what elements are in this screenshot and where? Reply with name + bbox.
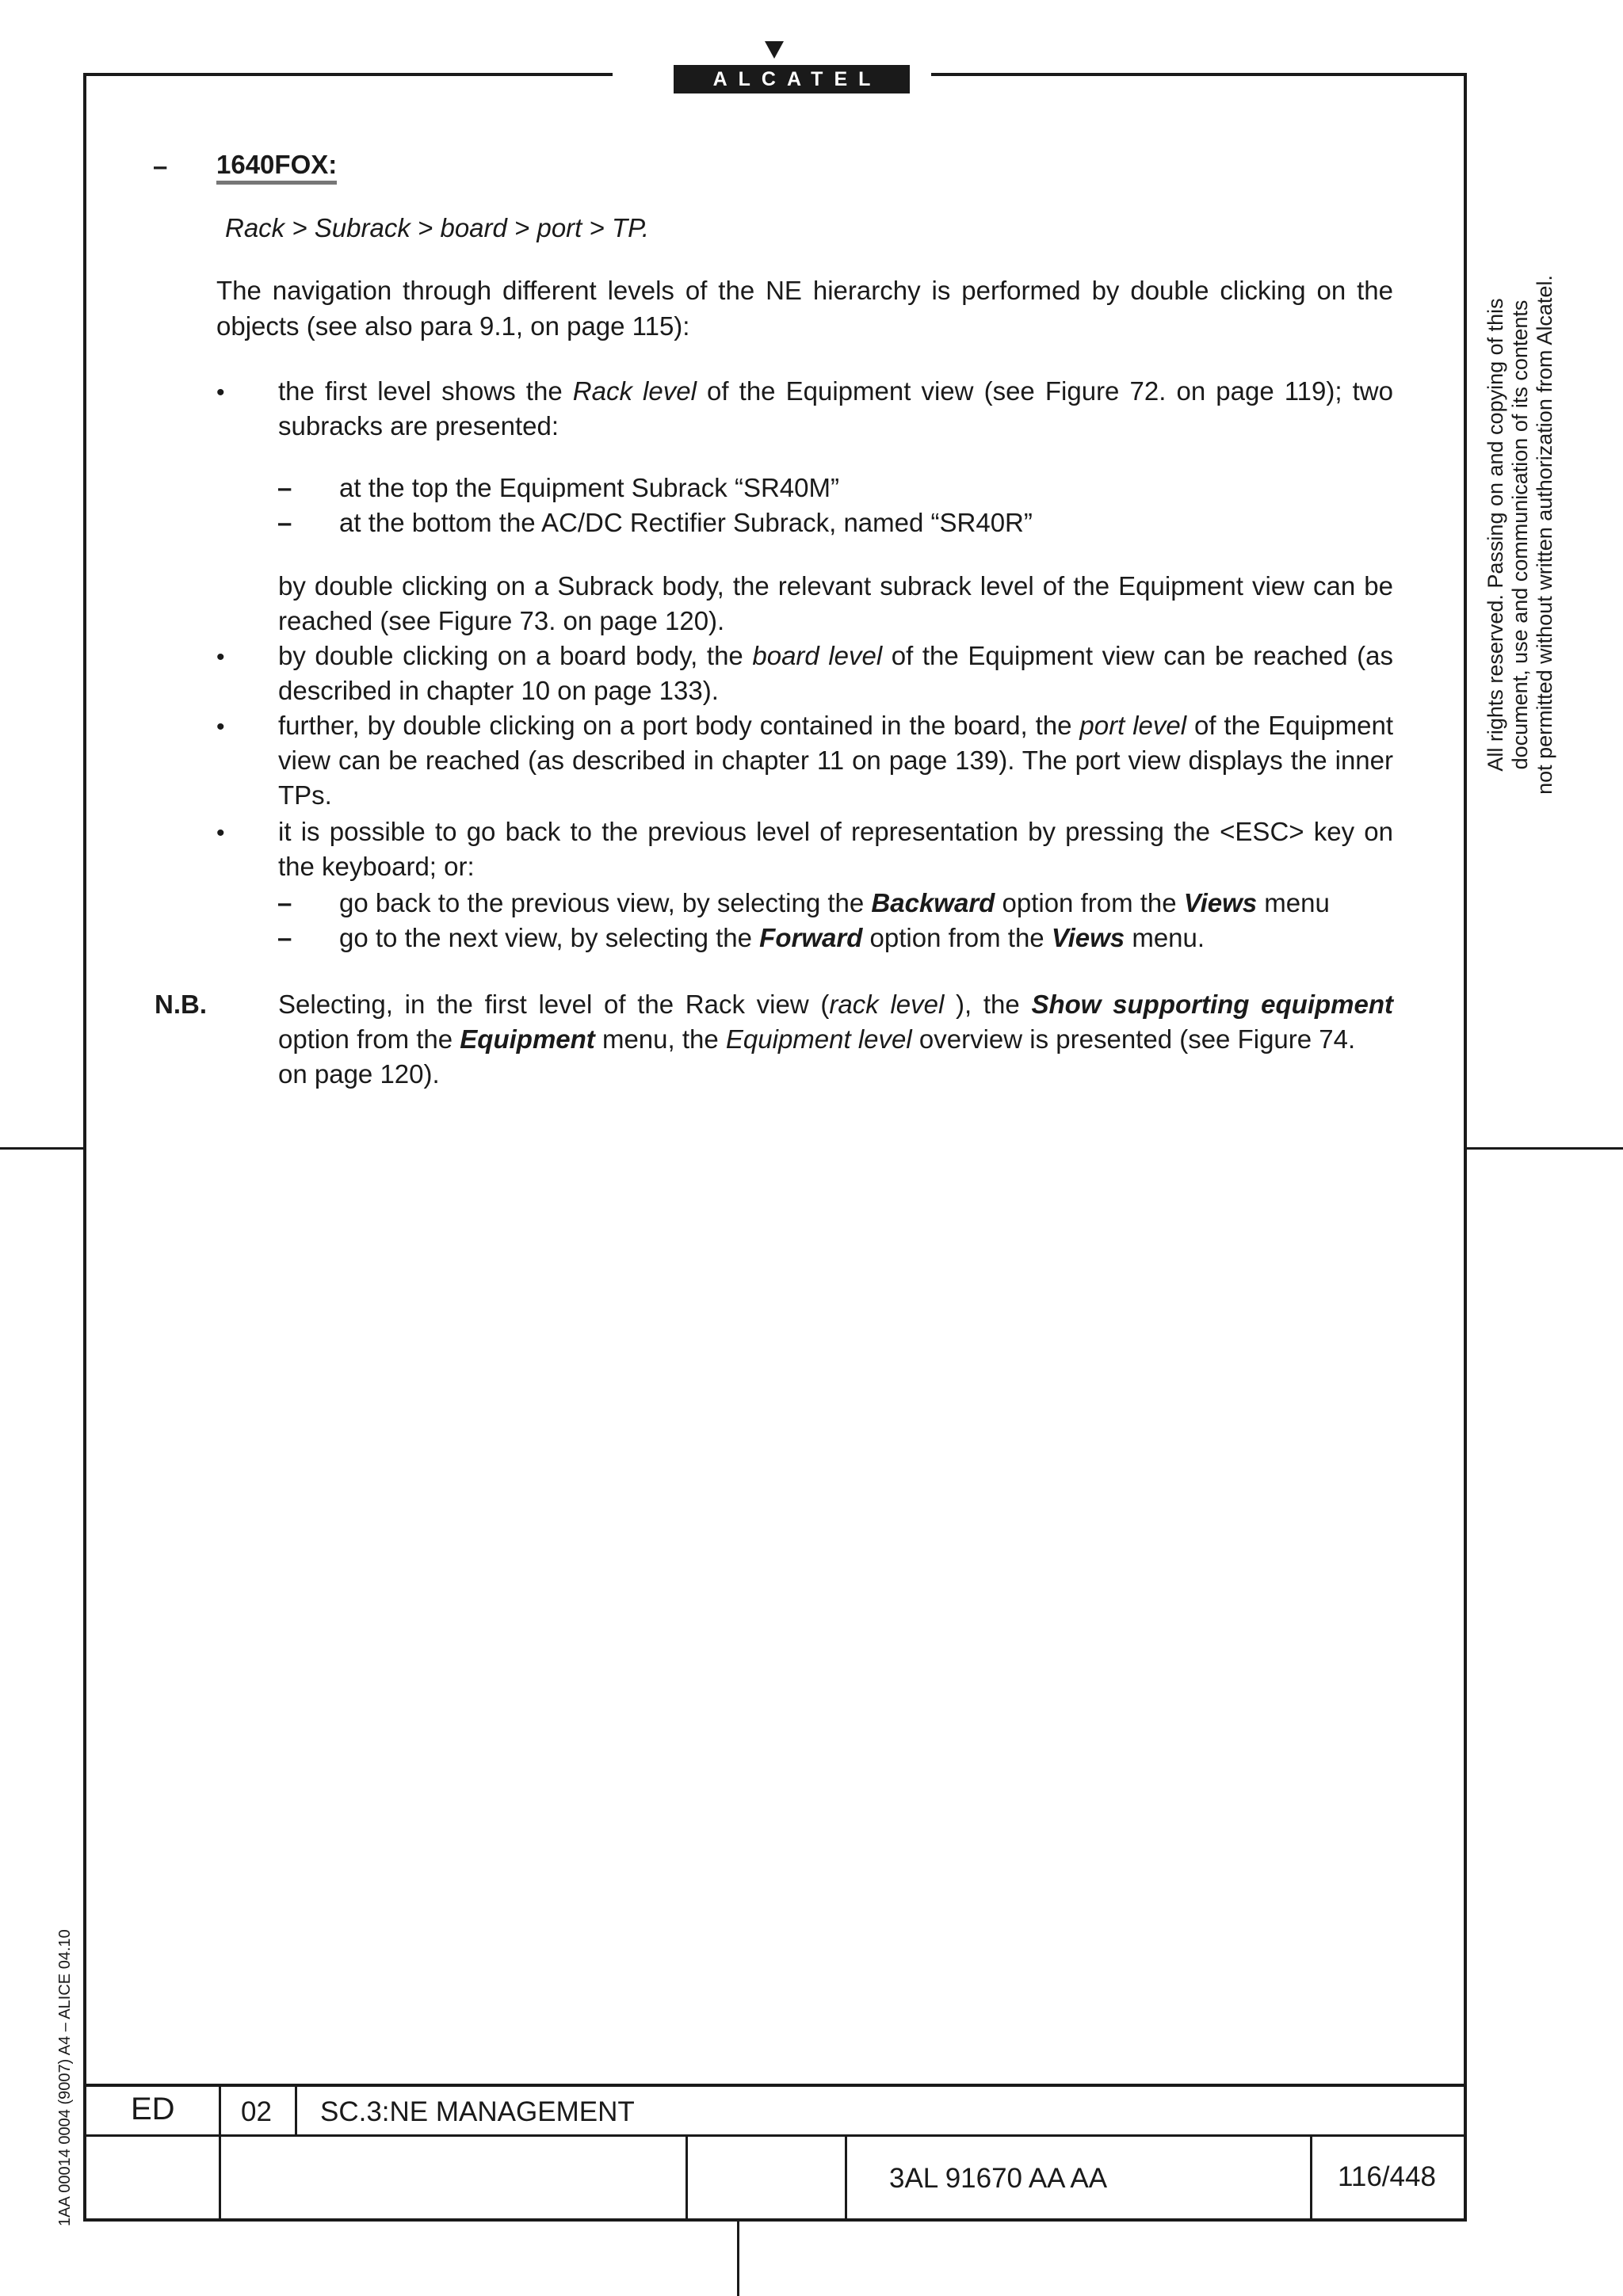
bullet-4-line-1: it is possible to go back to the previous level of representation by pressing the <ESC> key on — [278, 817, 1393, 846]
sub-3-dash: – — [277, 888, 292, 917]
text-run: menu. — [1125, 923, 1205, 952]
footer-col-2 — [295, 2084, 297, 2136]
bullet-1-line-2: subracks are presented: — [278, 411, 559, 441]
forward-term: Forward — [759, 923, 863, 952]
form-code: 1AA 00014 0004 (9007) A4 – ALICE 04.10 — [56, 1929, 74, 2226]
text-run: Selecting, in the first level of the Rack view ( — [278, 990, 830, 1019]
text-run: option from the — [862, 923, 1052, 952]
logo-triangle-icon — [765, 41, 784, 59]
path-line: Rack > Subrack > board > port > TP. — [225, 213, 650, 242]
frame-top-right — [931, 73, 1467, 76]
text-run: of the Equipment view (see Figure 72. on page 119); two — [696, 376, 1393, 406]
footer-rule-mid — [83, 2134, 1467, 2137]
rack-level-term: rack level — [829, 990, 945, 1019]
backward-term: Backward — [871, 888, 995, 917]
bottom-center-mark — [737, 2222, 739, 2296]
text-run: ), the — [944, 990, 1032, 1019]
port-level-term: port level — [1079, 711, 1187, 740]
bullet-3-icon: • — [216, 714, 225, 740]
footer-section: SC.3:NE MANAGEMENT — [320, 2096, 635, 2127]
footer-ed-label: ED — [131, 2092, 175, 2126]
equipment-level-term: Equipment level — [725, 1024, 912, 1054]
copyright-line-3: not permitted without written authorization from Alcatel. — [1533, 275, 1556, 795]
bullet-2-line-2: described in chapter 10 on page 133). — [278, 676, 719, 705]
text-run: further, by double clicking on a port body contained in the board, the — [278, 711, 1080, 740]
section-dash: – — [153, 151, 168, 181]
continuation-line-2: reached (see Figure 73. on page 120). — [278, 606, 725, 635]
footer-col-4 — [845, 2135, 847, 2220]
text-run: option from the — [278, 1024, 460, 1054]
bullet-3-line-3: TPs. — [278, 780, 332, 810]
bullet-1-line-1 — [278, 374, 1393, 410]
fold-mark-left — [0, 1147, 83, 1150]
footer-col-1 — [219, 2084, 221, 2220]
text-run: by double clicking on a board body, the — [278, 641, 753, 670]
section-title: 1640FOX: — [216, 149, 337, 185]
sub-2-dash: – — [277, 508, 292, 537]
text-run: option from the — [995, 888, 1184, 917]
bullet-3-line-2: view can be reached (as described in chapter 11 on page 139). The port view displays the inner — [278, 746, 1393, 775]
nb-line-2 — [278, 1022, 1355, 1057]
board-level-term: board level — [752, 641, 883, 670]
text-run: overview is presented (see Figure 74. — [911, 1024, 1356, 1054]
text-run: menu — [1257, 888, 1330, 917]
sub-3-text — [339, 886, 1330, 921]
show-supporting-equipment-term: Show supporting equipment — [1031, 990, 1393, 1019]
section-title-wrap — [216, 147, 337, 185]
sub-4-dash: – — [277, 923, 292, 952]
bullet-2-line-1 — [278, 639, 1393, 674]
frame-left — [83, 73, 86, 2222]
bullet-1-icon: • — [216, 379, 225, 406]
text-run: go back to the previous view, by selecting the — [339, 888, 872, 917]
sub-1-text: at the top the Equipment Subrack “SR40M” — [339, 473, 839, 502]
nb-label: N.B. — [155, 990, 207, 1019]
copyright-line-2: document, use and communication of its contents — [1508, 299, 1532, 770]
bullet-4-icon: • — [216, 820, 225, 846]
text-run: of the Equipment — [1186, 711, 1393, 740]
nb-line-1 — [278, 987, 1393, 1023]
footer-rule-top — [83, 2084, 1467, 2087]
copyright-line-1: All rights reserved. Passing on and copying of this — [1484, 298, 1507, 772]
footer-ed-value: 02 — [241, 2096, 272, 2127]
footer-page-number: 116/448 — [1338, 2161, 1436, 2192]
intro-line-2: objects (see also para 9.1, on page 115): — [216, 311, 690, 341]
fold-mark-right — [1467, 1147, 1623, 1150]
intro-line-1: The navigation through different levels of the NE hierarchy is performed by double clicking on the — [216, 276, 1393, 305]
views-term: Views — [1183, 888, 1258, 917]
continuation-line-1: by double clicking on a Subrack body, the relevant subrack level of the Equipment view can be — [278, 571, 1393, 601]
views-term: Views — [1051, 923, 1125, 952]
text-run: go to the next view, by selecting the — [339, 923, 760, 952]
rack-level-term: Rack level — [572, 376, 697, 406]
copyright-notice — [1484, 269, 1557, 800]
bullet-4-line-2: the keyboard; or: — [278, 852, 475, 881]
frame-bottom — [83, 2218, 1467, 2222]
bullet-2-icon: • — [216, 644, 225, 670]
footer-col-3 — [685, 2135, 688, 2220]
alcatel-logo: ALCATEL — [674, 65, 910, 93]
sub-1-dash: – — [277, 473, 292, 502]
text-run: of the Equipment view can be reached (as — [882, 641, 1393, 670]
nb-line-3: on page 120). — [278, 1059, 440, 1089]
footer-col-5 — [1310, 2135, 1312, 2220]
sub-4-text — [339, 921, 1205, 955]
sub-2-text: at the bottom the AC/DC Rectifier Subrack, named “SR40R” — [339, 508, 1033, 537]
bullet-3-line-1 — [278, 708, 1393, 744]
text-run: menu, the — [594, 1024, 726, 1054]
text-run: the first level shows the — [278, 376, 573, 406]
frame-top-left — [83, 73, 613, 76]
equipment-term: Equipment — [460, 1024, 595, 1054]
footer-doc-number: 3AL 91670 AA AA — [889, 2163, 1108, 2194]
